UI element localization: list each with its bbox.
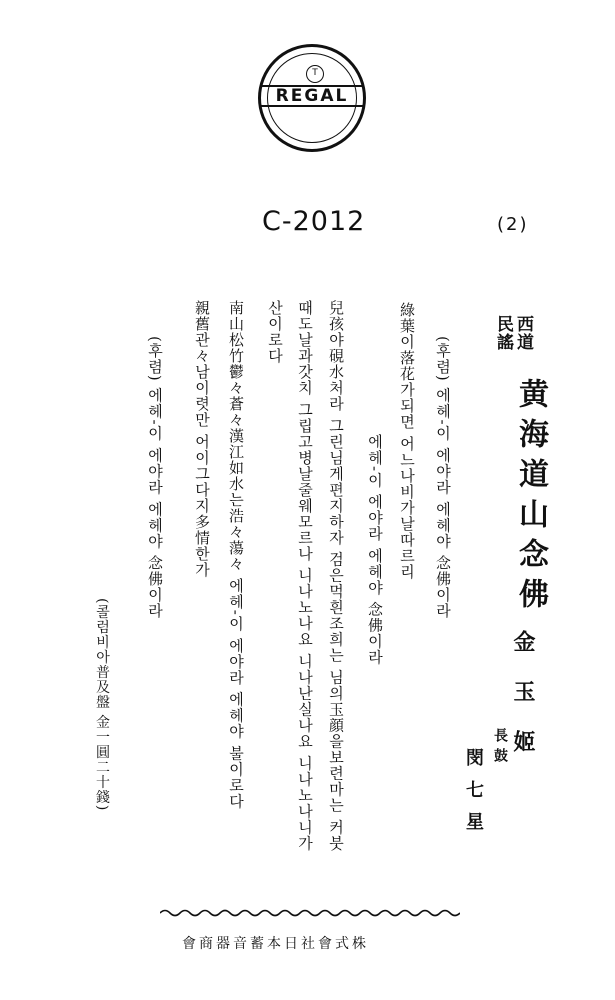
song-title: 黄海道山念佛 [513,378,548,618]
lyric-line: 綠葉이落花가되면 어느나비가날따르리 [398,302,416,580]
genre-line-2: 民謠 [493,315,513,351]
lyric-line: 兒孩야硯水처라 그린님게편지하자 검은먹흰조희는 님의玉顔을보련마는 커붓 [327,300,345,852]
lyric-line: 산이로다 [266,300,284,364]
lyric-line: 때도날과갓치 그립고병날줄웨모르나 니나노나요 니나난실나요 니나노나니가 [296,300,314,852]
lyric-line: 親舊관々남이렷만 어이그다지多情한가 [193,300,211,578]
logo-text: REGAL [261,85,363,107]
lyric-line: (후렴) 에헤-이 에야라 에헤야 念佛이라 [434,336,452,619]
accompaniment-label-1: 長 [492,728,508,743]
accompaniment-label-2: 鼓 [492,748,508,763]
wavy-divider [160,908,460,918]
catalog-number: C-2012 [262,206,366,237]
price-note: (콜럼비아普及盤 金一圓二十錢) [94,598,110,812]
genre-line-1: 西道 [513,315,533,351]
logo-emblem-icon: T [306,65,324,83]
side-number: (2) [497,214,529,235]
company-footer: 會商器音蓄本日社會式株 [182,936,369,952]
lyric-line: (후렴) 에헤-이 에야라 에헤야 念佛이라 [146,336,164,619]
singer-name: 金玉姬 [510,630,536,780]
regal-logo [258,44,366,152]
lyric-line: 에헤-이 에야라 에헤야 念佛이라 [366,434,384,666]
lyric-line: 南山松竹鬱々蒼々漢江如水는浩々蕩々 에헤-이 에야라 에헤야 불이로다 [227,300,245,810]
accompanist-name: 閔七星 [463,748,484,844]
